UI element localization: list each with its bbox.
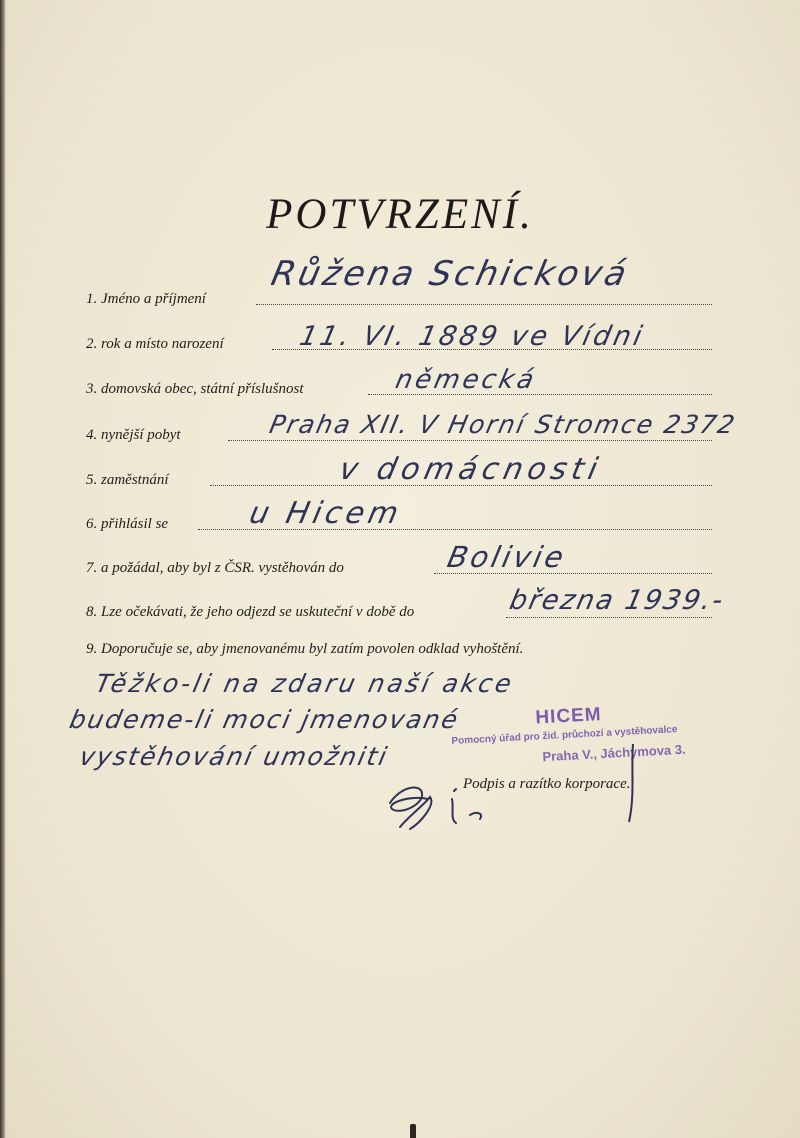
handwritten-note-line-2: budeme-li moci jmenované: [66, 705, 463, 734]
field-recommendation: 9. Doporučuje se, aby jmenovanému byl zatím povolen odklad vyhoštění.: [86, 641, 524, 657]
stamp-description: Pomocný úřad pro žid. průchozí a vystěhovalce: [451, 724, 678, 747]
stamp-address: Praha V., Jáchymova 3.: [542, 741, 687, 765]
bottom-binding-mark: [410, 1124, 416, 1138]
handwritten-destination: Bolivie: [444, 540, 570, 574]
handwritten-registered: u Hicem: [246, 496, 406, 531]
handwritten-birth: 11. VI. 1889 ve Vídni: [296, 321, 648, 352]
field-label: 2. rok a místo narození: [86, 336, 224, 352]
handwritten-note-line-1: Těžko-li na zdaru naší akce: [92, 669, 517, 698]
handwritten-name: Růžena Schicková: [267, 254, 633, 294]
field-label: 7. a požádal, aby byl z ČSR. vystěhován do: [86, 560, 344, 576]
field-label: 6. přihlásil se: [86, 516, 169, 532]
dotted-line: [506, 617, 712, 618]
document-title: POTVRZENÍ.: [266, 191, 534, 238]
field-row-destination: [86, 555, 712, 577]
field-label: 1. Jméno a příjmení: [86, 291, 206, 307]
stamp-vertical-stroke: [615, 740, 645, 830]
handwritten-departure: března 1939.-: [506, 585, 728, 616]
dotted-line: [256, 304, 712, 305]
handwritten-residence: Praha XII. V Horní Stromce 2372: [266, 410, 740, 439]
handwritten-occupation: v domácnosti: [336, 452, 606, 487]
field-label: 3. domovská obec, státní příslušnost: [86, 381, 304, 397]
handwritten-note-line-3: vystěhování umožniti: [76, 742, 392, 771]
handwritten-signature: [380, 775, 500, 835]
hicem-stamp: [450, 698, 713, 782]
stamp-name: HICEM: [534, 704, 603, 729]
field-label: 8. Lze očekávati, že jeho odjezd se uskuteční v době do: [86, 604, 415, 620]
signature-label: Podpis a razítko korporace.: [463, 776, 631, 792]
dotted-line: [228, 440, 712, 441]
field-label: 4. nynější pobyt: [86, 427, 181, 443]
handwritten-citizenship: německá: [392, 365, 540, 395]
page-edge-shadow: [0, 0, 6, 1138]
field-label: 5. zaměstnání: [86, 472, 169, 488]
